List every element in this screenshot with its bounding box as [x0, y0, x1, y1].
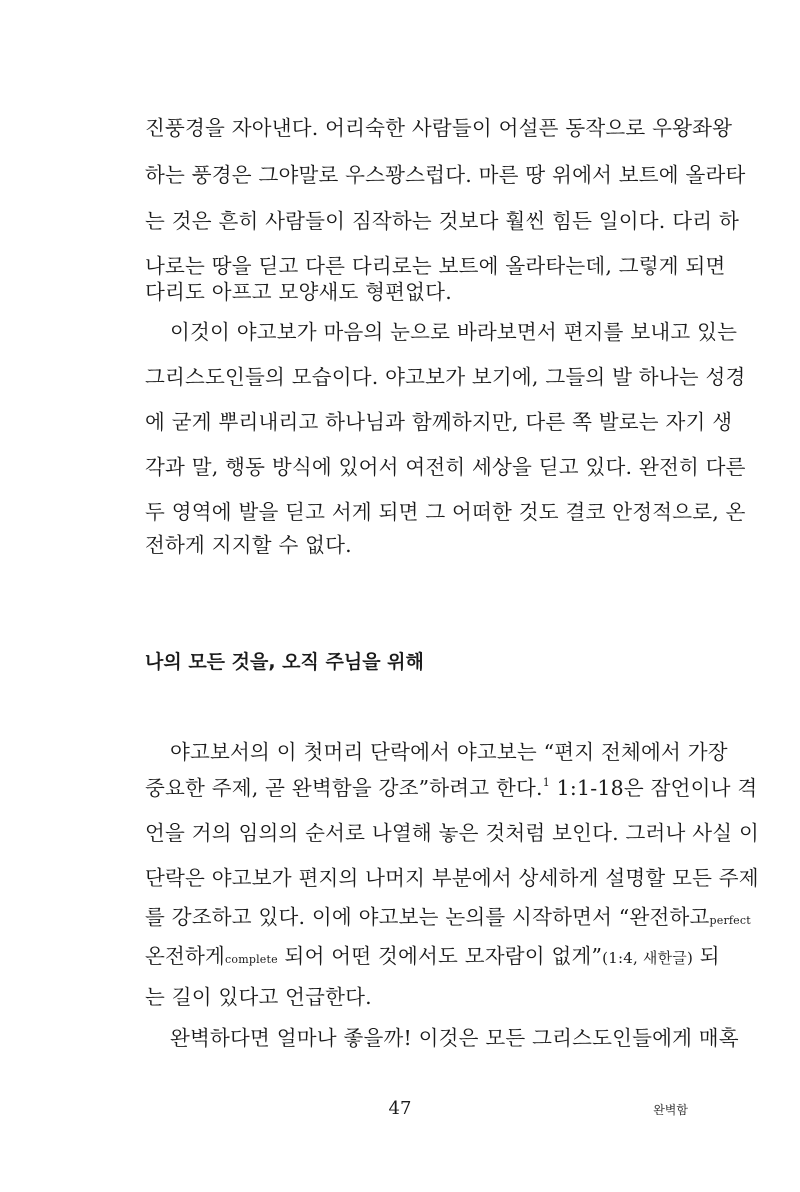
english-gloss: complete — [225, 953, 278, 966]
body-text-line: 두 영역에 발을 딛고 서게 되면 그 어떠한 것도 결코 안정적으로, 온 — [145, 500, 746, 524]
body-text-line: 단락은 야고보가 편지의 나머지 부분에서 상세하게 설명할 모든 주제 — [145, 866, 759, 890]
body-text-segment: 중요한 주제, 곧 완벽함을 강조”하려고 한다. — [145, 776, 543, 800]
body-text-line: 에 굳게 뿌리내리고 하나님과 함께하지만, 다른 쪽 발로는 자기 생 — [145, 410, 733, 434]
body-text-line: 완벽하다면 얼마나 좋을까! 이것은 모든 그리스도인들에게 매혹 — [170, 1026, 739, 1050]
body-text-line: 진풍경을 자아낸다. 어리숙한 사람들이 어설픈 동작으로 우왕좌왕 — [145, 116, 733, 140]
body-text-line: 는 길이 있다고 언급한다. — [145, 985, 372, 1009]
body-text-line: 하는 풍경은 그야말로 우스꽝스럽다. 마른 땅 위에서 보트에 올라타 — [145, 163, 746, 187]
body-text-segment: 되 — [693, 944, 720, 968]
body-text-line — [145, 773, 758, 803]
body-text-segment: 되어 어떤 것에서도 모자람이 없게” — [277, 944, 603, 968]
body-text-line: 나로는 땅을 딛고 다른 다리로는 보트에 올라타는데, 그렇게 되면 — [145, 254, 726, 278]
english-gloss: perfect — [709, 914, 751, 927]
body-text-line: 전하게 지지할 수 없다. — [145, 533, 352, 557]
body-text-line: 그리스도인들의 모습이다. 야고보가 보기에, 그들의 발 하나는 성경 — [145, 365, 746, 389]
body-text-line: 야고보서의 이 첫머리 단락에서 야고보는 “편지 전체에서 가장 — [170, 740, 728, 764]
body-text-segment: 온전하게 — [145, 944, 226, 968]
section-heading: 나의 모든 것을, 오직 주님을 위해 — [145, 651, 424, 673]
running-title: 완벽함 — [653, 1103, 688, 1117]
body-text-line: 다리도 아프고 모양새도 형편없다. — [145, 280, 452, 304]
body-text-segment: 1:1-18은 잠언이나 격 — [549, 776, 758, 800]
body-text-segment: 를 강조하고 있다. 이에 야고보는 논의를 시작하면서 “완전하고 — [145, 905, 710, 929]
body-text-line — [145, 941, 720, 975]
footnote-marker[interactable]: 1 — [542, 776, 550, 789]
body-text-line — [145, 902, 751, 936]
body-text-line: 언을 거의 임의의 순서로 나열해 놓은 것처럼 보인다. 그러나 사실 이 — [145, 821, 759, 845]
body-text-line: 이것이 야고보가 마음의 눈으로 바라보면서 편지를 보내고 있는 — [170, 320, 738, 344]
page-number: 47 — [388, 1098, 412, 1119]
body-text-line: 각과 말, 행동 방식에 있어서 여전히 세상을 딛고 있다. 완전히 다른 — [145, 455, 746, 479]
scripture-reference: (1:4, 새한글) — [602, 949, 694, 967]
body-text-line: 는 것은 흔히 사람들이 짐작하는 것보다 훨씬 힘든 일이다. 다리 하 — [145, 209, 739, 233]
